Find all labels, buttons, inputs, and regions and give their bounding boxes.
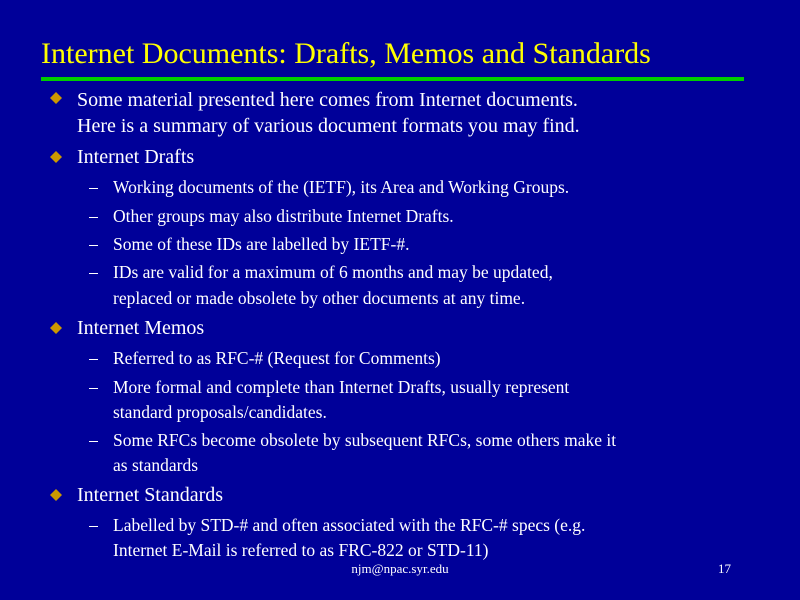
dash-marker	[89, 273, 98, 274]
dash-marker	[89, 359, 98, 360]
memos-item-continuation: as standards	[113, 455, 199, 475]
intro-line-1: Some material presented here comes from Internet documents.	[77, 89, 578, 111]
diamond-bullet-icon	[50, 489, 62, 501]
dash-marker	[89, 526, 98, 527]
diamond-bullet-icon	[50, 92, 62, 104]
dash-marker	[89, 217, 98, 218]
drafts-heading: Internet Drafts	[77, 146, 195, 168]
dash-marker	[89, 388, 98, 389]
memos-item-continuation: standard proposals/candidates.	[113, 402, 327, 422]
diamond-bullet-icon	[50, 151, 62, 163]
dash-marker	[89, 245, 98, 246]
standards-item: Labelled by STD-# and often associated with the RFC-# specs (e.g.	[113, 515, 586, 535]
memos-item: Referred to as RFC-# (Request for Comments)	[113, 348, 441, 368]
standards-item-continuation: Internet E-Mail is referred to as FRC-822 or STD-11)	[113, 540, 489, 560]
diamond-bullet-icon	[50, 322, 62, 334]
page-number: 17	[718, 561, 731, 576]
memos-heading: Internet Memos	[77, 317, 205, 339]
intro-line-2: Here is a summary of various document formats you may find.	[77, 115, 580, 137]
drafts-item: Some of these IDs are labelled by IETF-#.	[113, 234, 410, 254]
standards-heading: Internet Standards	[77, 484, 224, 506]
slide-title: Internet Documents: Drafts, Memos and Standards	[41, 37, 651, 70]
drafts-item: IDs are valid for a maximum of 6 months and may be updated,	[113, 262, 553, 282]
drafts-item: Other groups may also distribute Internet Drafts.	[113, 206, 454, 226]
memos-item: Some RFCs become obsolete by subsequent RFCs, some others make it	[113, 430, 617, 450]
drafts-item-continuation: replaced or made obsolete by other documents at any time.	[113, 288, 526, 308]
memos-item: More formal and complete than Internet Drafts, usually represent	[113, 377, 570, 397]
footer-email: njm@npac.syr.edu	[351, 561, 449, 576]
drafts-item: Working documents of the (IETF), its Area and Working Groups.	[113, 177, 570, 197]
dash-marker	[89, 441, 98, 442]
dash-marker	[89, 188, 98, 189]
title-underline	[41, 77, 744, 81]
